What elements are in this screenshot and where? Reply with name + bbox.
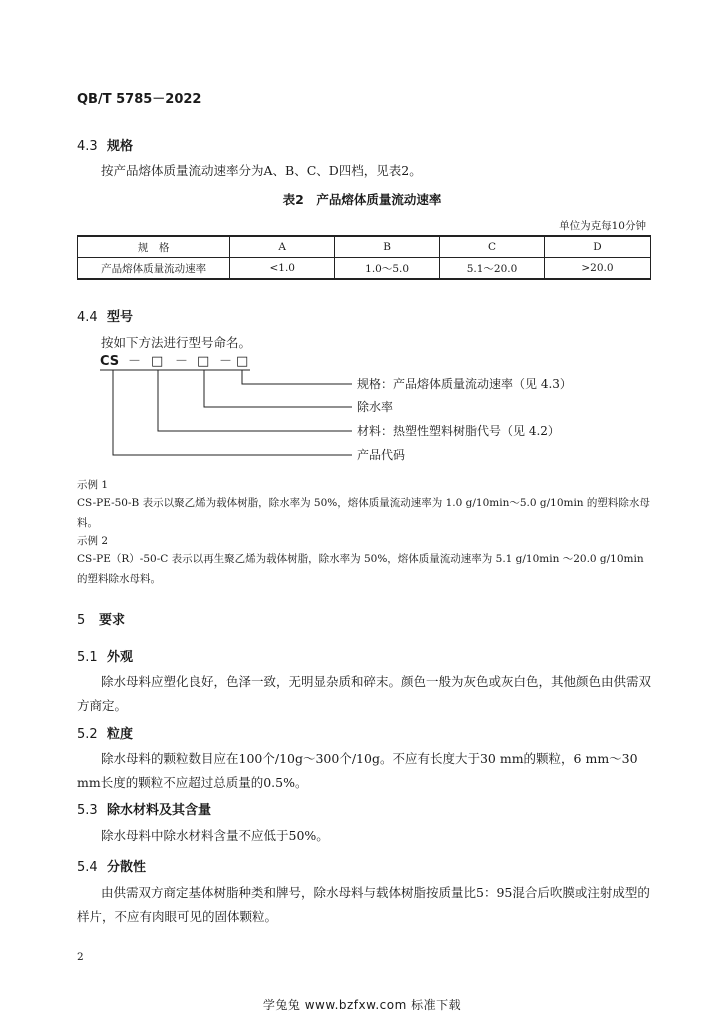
- section-5-4-heading: [77, 856, 146, 875]
- connector-product-code: [113, 370, 352, 455]
- example-2-text: CS-PE（R）-50-C 表示以再生聚乙烯为载体树脂，除水率为 50%，熔体质量流动速率为 5.1 g/10min ～20.0 g/10min 的塑料除水母料。: [77, 553, 644, 585]
- example-1-text: CS-PE-50-B 表示以聚乙烯为载体树脂，除水率为 50%，熔体质量流动速率为 1.0 g/10min～5.0 g/10min 的塑料除水母料。: [77, 497, 650, 529]
- section-number: 5.3: [77, 803, 98, 818]
- section-title: 要求: [99, 613, 126, 628]
- table-cell: 产品熔体质量流动速率: [78, 258, 230, 280]
- section-4-4-heading: [77, 306, 133, 325]
- table-title: 表2 产品熔体质量流动速率: [282, 192, 442, 207]
- footer-watermark: 学兔兔 www.bzfxw.com 标准下载: [262, 998, 462, 1012]
- section-5-1-text: 除水母料应塑化良好，色泽一致，无明显杂质和碎末。颜色一般为灰色或灰白色，其他颜色由供需双方商定。: [77, 674, 652, 713]
- table-header-row: [78, 236, 651, 258]
- section-5-3-heading: [77, 799, 211, 818]
- section-title: 分散性: [107, 860, 147, 875]
- section-5-3-text: 除水母料中除水材料含量不应低于50%。: [101, 828, 329, 843]
- table-cell: 5.1～20.0: [440, 258, 545, 280]
- table-unit: 单位为克每10分钟: [559, 220, 646, 232]
- table-cell: 1.0～5.0: [335, 258, 440, 280]
- section-number: 5.4: [77, 860, 98, 875]
- table-header-cell: D: [544, 236, 650, 258]
- code-box-spec: □: [236, 354, 249, 369]
- code-box-water-removal: □: [197, 354, 210, 369]
- model-naming-diagram: [100, 345, 620, 463]
- table-header-cell: C: [440, 236, 545, 258]
- example-2-title: 示例 2: [77, 535, 109, 547]
- section-4-3-heading: [77, 135, 133, 154]
- section-number: 5: [77, 613, 86, 628]
- standard-code: QB/T 5785－2022: [77, 92, 202, 107]
- label-material: 材料：热塑性塑料树脂代号（见 4.2）: [357, 424, 560, 438]
- connector-water-removal: [204, 370, 352, 407]
- page-number: 2: [77, 951, 84, 963]
- section-5-2-heading: [77, 723, 133, 742]
- table-header-cell: B: [335, 236, 440, 258]
- dash-2: －: [175, 354, 189, 369]
- model-prefix: CS: [100, 354, 120, 369]
- section-number: 4.3: [77, 139, 98, 154]
- section-4-3-text: 按产品熔体质量流动速率分为A、B、C、D四档，见表2。: [101, 163, 422, 178]
- section-5-2-text: 除水母料的颗粒数目应在100个/10g～300个/10g。不应有长度大于30 mm的颗粒，6 mm～30 mm长度的颗粒不应超过总质量的0.5%。: [77, 751, 638, 790]
- spec-table: [77, 235, 651, 280]
- table-cell: <1.0: [230, 258, 335, 280]
- section-number: 4.4: [77, 310, 98, 325]
- section-title: 型号: [107, 310, 134, 325]
- section-5-heading: [77, 609, 125, 628]
- section-title: 除水材料及其含量: [107, 803, 212, 818]
- table-header-cell: A: [230, 236, 335, 258]
- table-header-cell: 规 格: [78, 236, 230, 258]
- section-title: 外观: [107, 650, 134, 665]
- connector-material: [158, 370, 352, 431]
- code-box-material: □: [151, 354, 164, 369]
- section-number: 5.2: [77, 727, 98, 742]
- table-cell: >20.0: [544, 258, 650, 280]
- section-number: 5.1: [77, 650, 98, 665]
- label-water-removal: 除水率: [357, 400, 394, 414]
- label-product-code: 产品代码: [357, 448, 406, 462]
- section-title: 规格: [107, 139, 134, 154]
- section-title: 粒度: [107, 727, 134, 742]
- section-5-4-text: 由供需双方商定基体树脂种类和牌号，除水母料与载体树脂按质量比5：95混合后吹膜或注射成型的样片，不应有肉眼可见的固体颗粒。: [77, 885, 650, 924]
- section-5-1-heading: [77, 646, 133, 665]
- example-1-title: 示例 1: [77, 479, 109, 491]
- label-spec: 规格：产品熔体质量流动速率（见 4.3）: [357, 377, 572, 391]
- table-row: [78, 258, 651, 280]
- connector-lines: [113, 370, 352, 455]
- dash-1: －: [128, 354, 142, 369]
- dash-3: －: [219, 354, 233, 369]
- connector-spec: [242, 370, 352, 384]
- section-4-4-intro: 按如下方法进行型号命名。: [101, 335, 252, 350]
